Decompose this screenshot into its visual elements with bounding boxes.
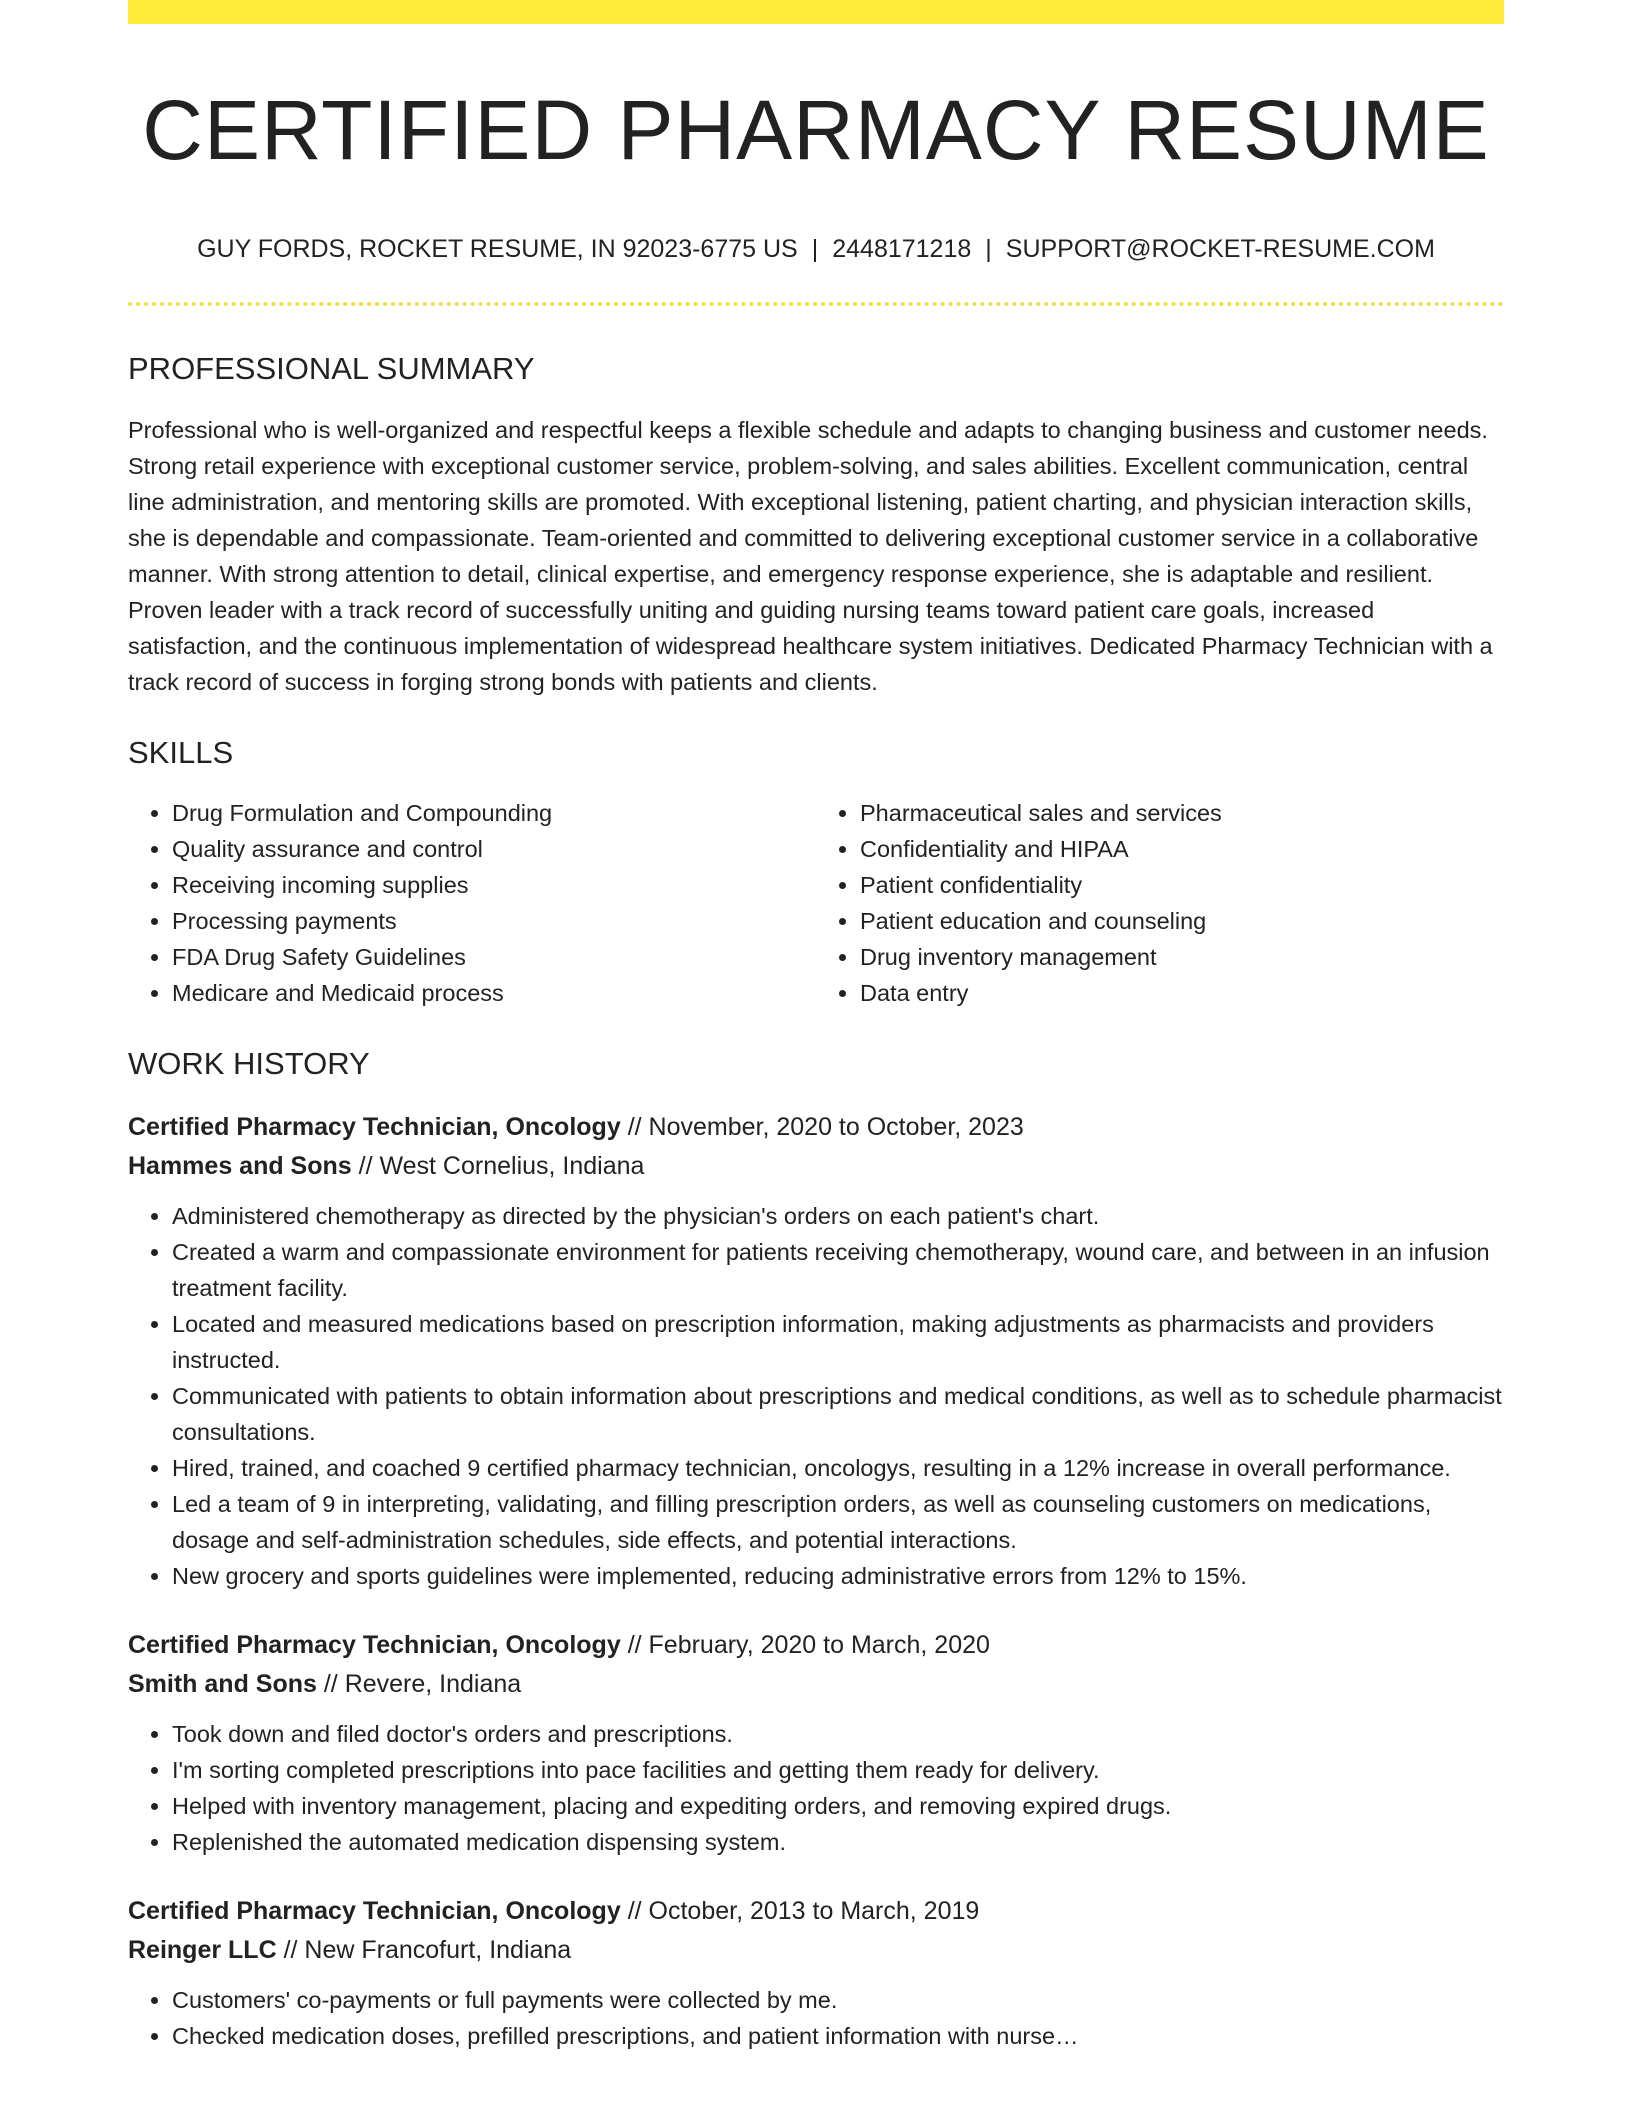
job-bullet: • Communicated with patients to obtain information about prescriptions and medical conditions, as well as to schedule pharmacist consultations. (172, 1378, 1504, 1450)
job-bullet: • I'm sorting completed prescriptions into pace facilities and getting them ready for delivery. (172, 1752, 1504, 1788)
job-bullet: • Checked medication doses, prefilled prescriptions, and patient information with nurse… (172, 2018, 1504, 2054)
work-history-heading: WORK HISTORY (128, 1045, 370, 1081)
job-dates: // February, 2020 to March, 2020 (627, 1630, 990, 1659)
job-company-line (128, 1665, 1504, 1704)
job-title: Certified Pharmacy Technician, Oncology (128, 1630, 621, 1659)
top-accent-bar (128, 0, 1504, 24)
job-title: Certified Pharmacy Technician, Oncology (128, 1896, 621, 1925)
job-entry (128, 1892, 1504, 2054)
job-bullet: • Replenished the automated medication dispensing system. (172, 1824, 1504, 1860)
job-location: // New Francofurt, Indiana (283, 1935, 572, 1964)
job-bullet: • Led a team of 9 in interpreting, validating, and filling prescription orders, as well as counseling customers on medications, dosage and self-administration schedules, side effects, and potential interactions. (172, 1486, 1504, 1558)
job-bullets (128, 1716, 1504, 1860)
job-company-line (128, 1931, 1504, 1970)
contact-address: GUY FORDS, ROCKET RESUME, IN 92023-6775 US (197, 235, 798, 264)
job-title: Certified Pharmacy Technician, Oncology (128, 1112, 621, 1141)
skill-item: • Drug Formulation and Compounding (172, 795, 816, 831)
dotted-divider (128, 302, 1504, 306)
job-bullets (128, 1198, 1504, 1594)
job-bullet: • Helped with inventory management, placing and expediting orders, and removing expired drugs. (172, 1788, 1504, 1824)
skills-left-column (128, 795, 816, 1011)
summary-heading: PROFESSIONAL SUMMARY (128, 351, 535, 387)
job-title-line (128, 1892, 1504, 1931)
job-bullet: • Took down and filed doctor's orders and prescriptions. (172, 1716, 1504, 1752)
job-bullet: • Located and measured medications based on prescription information, making adjustments as pharmacists and providers instructed. (172, 1306, 1504, 1378)
job-dates: // October, 2013 to March, 2019 (627, 1896, 980, 1925)
contact-email: SUPPORT@ROCKET-RESUME.COM (1005, 235, 1435, 264)
job-location: // Revere, Indiana (323, 1669, 522, 1698)
contact-separator: | (985, 235, 992, 264)
job-company: Smith and Sons (128, 1669, 317, 1698)
resume-title: CERTIFIED PHARMACY RESUME (142, 83, 1490, 177)
skill-item: • Medicare and Medicaid process (172, 975, 816, 1011)
contact-line (128, 234, 1504, 264)
skills-grid (128, 795, 1504, 1011)
contact-separator: | (811, 235, 819, 264)
job-bullet: • Customers' co-payments or full payments were collected by me. (172, 1982, 1504, 2018)
skill-item: • FDA Drug Safety Guidelines (172, 939, 816, 975)
resume-page (128, 0, 1504, 2054)
skill-item: • Drug inventory management (860, 939, 1504, 975)
job-location: // West Cornelius, Indiana (358, 1151, 645, 1180)
job-title-line (128, 1108, 1504, 1147)
job-entry (128, 1626, 1504, 1860)
skill-item: • Data entry (860, 975, 1504, 1011)
job-bullet: • Hired, trained, and coached 9 certified pharmacy technician, oncologys, resulting in a 12% increase in overall performance. (172, 1450, 1504, 1486)
job-bullet: • Administered chemotherapy as directed by the physician's orders on each patient's chart. (172, 1198, 1504, 1234)
job-title-line (128, 1626, 1504, 1665)
job-dates: // November, 2020 to October, 2023 (627, 1112, 1024, 1141)
contact-phone: 2448171218 (832, 235, 972, 264)
summary-text: Professional who is well-organized and respectful keeps a flexible schedule and adapts to changing business and customer needs. Strong retail experience with exceptional customer service, problem-solving, and sales abilities. Excellent communication, central line administration, and mentoring skills are promoted. With exceptional listening, patient charting, and physician interaction skills, she is dependable and compassionate. Team-oriented and committed to delivering exceptional customer service in a collaborative manner. With strong attention to detail, clinical expertise, and emergency response experience, she is adaptable and resilient. Proven leader with a track record of successfully uniting and guiding nursing teams toward patient care goals, increased satisfaction, and the continuous implementation of widespread healthcare system initiatives. Dedicated Pharmacy Technician with a track record of success in forging strong bonds with patients and clients. (128, 416, 1493, 695)
skill-item: • Pharmaceutical sales and services (860, 795, 1504, 831)
skill-item: • Patient confidentiality (860, 867, 1504, 903)
job-bullet: • New grocery and sports guidelines were implemented, reducing administrative errors from 12% to 15%. (172, 1558, 1504, 1594)
job-company: Reinger LLC (128, 1935, 277, 1964)
job-company: Hammes and Sons (128, 1151, 352, 1180)
skill-item: • Confidentiality and HIPAA (860, 831, 1504, 867)
skill-item: • Receiving incoming supplies (172, 867, 816, 903)
skill-item: • Quality assurance and control (172, 831, 816, 867)
job-bullets (128, 1982, 1504, 2054)
job-company-line (128, 1147, 1504, 1186)
skill-item: • Processing payments (172, 903, 816, 939)
job-bullet: • Created a warm and compassionate environment for patients receiving chemotherapy, wound care, and between in an infusion treatment facility. (172, 1234, 1504, 1306)
job-entry (128, 1108, 1504, 1594)
skills-right-column (816, 795, 1504, 1011)
skill-item: • Patient education and counseling (860, 903, 1504, 939)
skills-heading: SKILLS (128, 734, 234, 770)
